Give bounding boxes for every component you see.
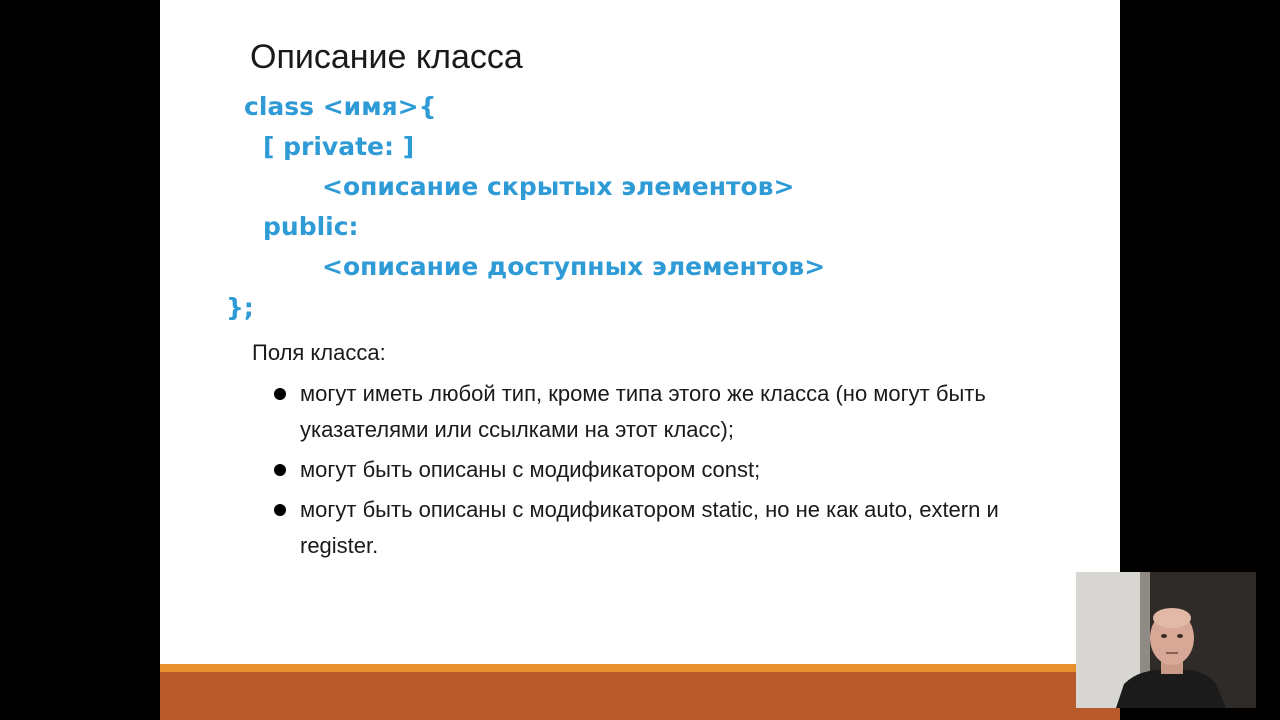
slide-title: Описание класса [250, 38, 523, 76]
code-line-hidden-elements: <описание скрытых элементов> [322, 172, 795, 201]
code-line-public: public: [263, 212, 359, 241]
code-line-class-close: }; [226, 293, 254, 322]
bullet-text: могут быть описаны с модификатором const; [300, 457, 761, 482]
code-line-private: [ private: ] [263, 132, 415, 161]
bullet-dot-icon [274, 504, 286, 516]
presenter-video-icon [1076, 572, 1256, 708]
code-line-public-elements: <описание доступных элементов> [322, 252, 826, 281]
fields-label: Поля класса: [252, 340, 386, 365]
code-line-class-open: class <имя>{ [244, 92, 437, 121]
bullet-dot-icon [274, 464, 286, 476]
bullet-list [270, 376, 1060, 568]
slide [160, 0, 1120, 720]
footer-band-light [160, 664, 1120, 672]
bullet-item [270, 376, 1060, 448]
footer-band-dark [160, 672, 1120, 720]
bullet-text: могут быть описаны с модификатором static, но не как auto, extern и register. [300, 497, 999, 558]
bullet-dot-icon [274, 388, 286, 400]
webcam-overlay [1076, 572, 1256, 708]
bullet-text: могут иметь любой тип, кроме типа этого же класса (но могут быть указателями или ссылками на этот класс); [300, 381, 986, 442]
bullet-item [270, 492, 1060, 564]
bullet-item [270, 452, 1060, 488]
